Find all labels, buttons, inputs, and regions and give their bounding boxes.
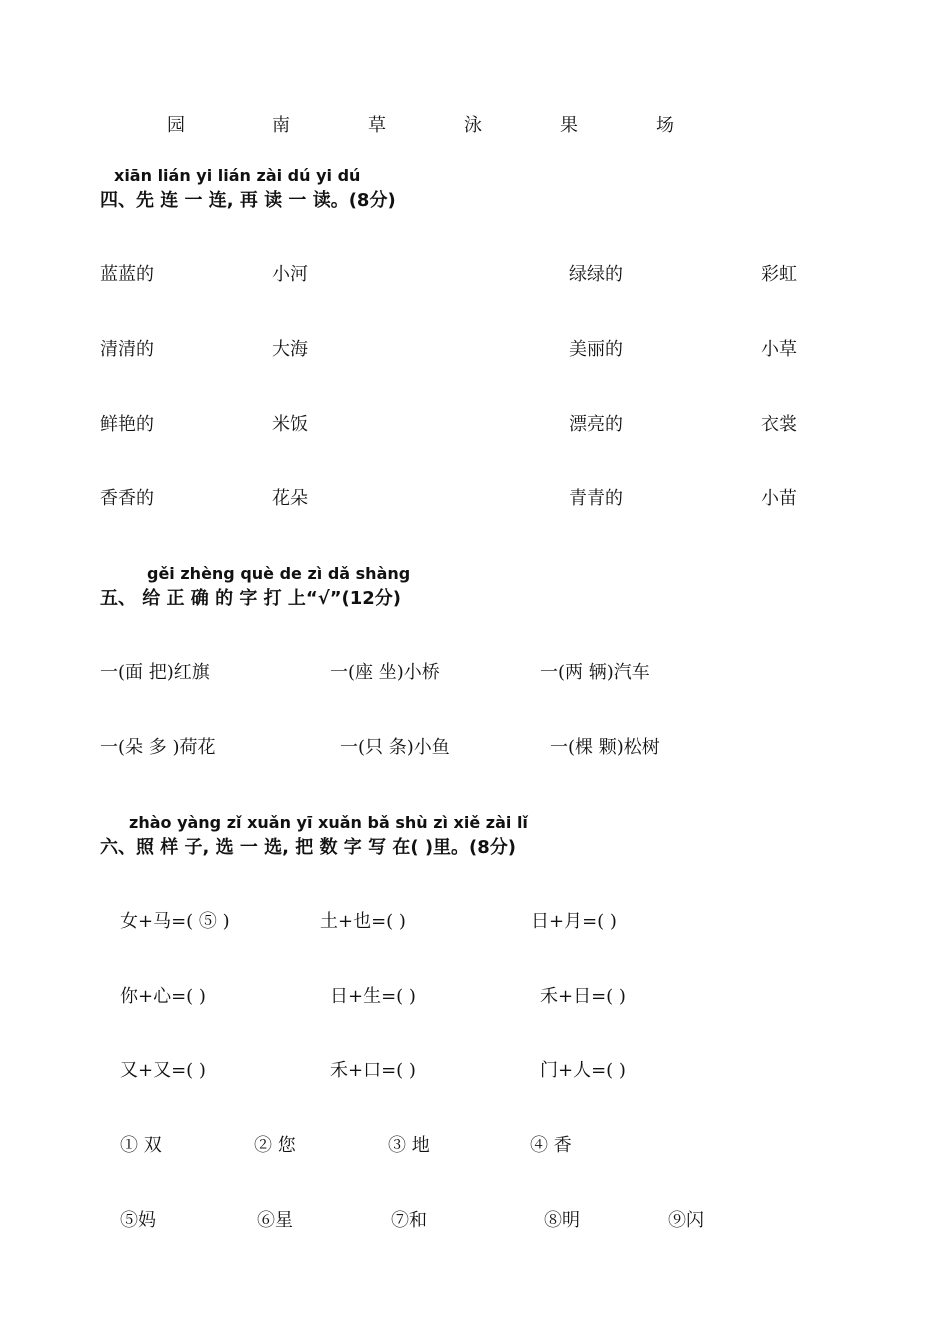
choice-item: 一(棵 颗)松树 <box>550 737 660 758</box>
top-char: 草 <box>368 115 386 136</box>
equation: 门+人=( ) <box>540 1060 626 1081</box>
section6-pinyin: zhào yàng zǐ xuǎn yī xuǎn bǎ shù zì xiě zài lǐ <box>129 813 528 832</box>
word-right-noun: 小草 <box>761 339 797 360</box>
top-char: 园 <box>167 115 185 136</box>
option-item: ⑦和 <box>391 1210 427 1231</box>
equation: 禾+口=( ) <box>330 1060 416 1081</box>
option-item: ⑥星 <box>257 1210 293 1231</box>
word-right-noun: 衣裳 <box>761 414 797 435</box>
option-item: ① 双 <box>120 1135 162 1156</box>
choice-item: 一(朵 多 )荷花 <box>100 737 216 758</box>
word-right-adj: 美丽的 <box>569 339 623 360</box>
section4-pinyin: xiān lián yi lián zài dú yi dú <box>114 166 361 185</box>
word-left-noun: 花朵 <box>272 488 308 509</box>
option-item: ③ 地 <box>388 1135 430 1156</box>
top-char: 果 <box>560 115 578 136</box>
section4-title: 四、先 连 一 连, 再 读 一 读。(8分) <box>100 190 396 211</box>
option-item: ⑧明 <box>544 1210 580 1231</box>
word-left-noun: 小河 <box>272 264 308 285</box>
word-right-adj: 绿绿的 <box>569 264 623 285</box>
choice-item: 一(面 把)红旗 <box>100 662 210 683</box>
word-left-adj: 蓝蓝的 <box>100 264 154 285</box>
equation: 禾+日=( ) <box>540 986 626 1007</box>
equation: 你+心=( ) <box>120 986 206 1007</box>
word-right-adj: 漂亮的 <box>569 414 623 435</box>
word-right-noun: 彩虹 <box>761 264 797 285</box>
word-right-adj: 青青的 <box>569 488 623 509</box>
top-char: 泳 <box>464 115 482 136</box>
top-char: 南 <box>272 115 290 136</box>
choice-item: 一(两 辆)汽车 <box>540 662 650 683</box>
equation: 女+马=( ⑤ ) <box>120 911 230 932</box>
equation: 日+月=( ) <box>531 911 617 932</box>
option-item: ④ 香 <box>530 1135 572 1156</box>
choice-item: 一(只 条)小鱼 <box>340 737 450 758</box>
option-item: ② 您 <box>254 1135 296 1156</box>
option-item: ⑨闪 <box>668 1210 704 1231</box>
word-left-adj: 香香的 <box>100 488 154 509</box>
section5-pinyin: gěi zhèng què de zì dǎ shàng <box>147 564 411 583</box>
choice-item: 一(座 坐)小桥 <box>330 662 440 683</box>
top-char: 场 <box>656 115 674 136</box>
word-left-noun: 米饭 <box>272 414 308 435</box>
equation: 日+生=( ) <box>330 986 416 1007</box>
equation: 又+又=( ) <box>120 1060 206 1081</box>
section6-title: 六、照 样 子, 选 一 选, 把 数 字 写 在( )里。(8分) <box>100 837 517 858</box>
equation: 土+也=( ) <box>320 911 406 932</box>
section5-title: 五、 给 正 确 的 字 打 上“√”(12分) <box>100 588 402 609</box>
word-left-adj: 鲜艳的 <box>100 414 154 435</box>
word-left-adj: 清清的 <box>100 339 154 360</box>
word-left-noun: 大海 <box>272 339 308 360</box>
option-item: ⑤妈 <box>120 1210 156 1231</box>
word-right-noun: 小苗 <box>761 488 797 509</box>
